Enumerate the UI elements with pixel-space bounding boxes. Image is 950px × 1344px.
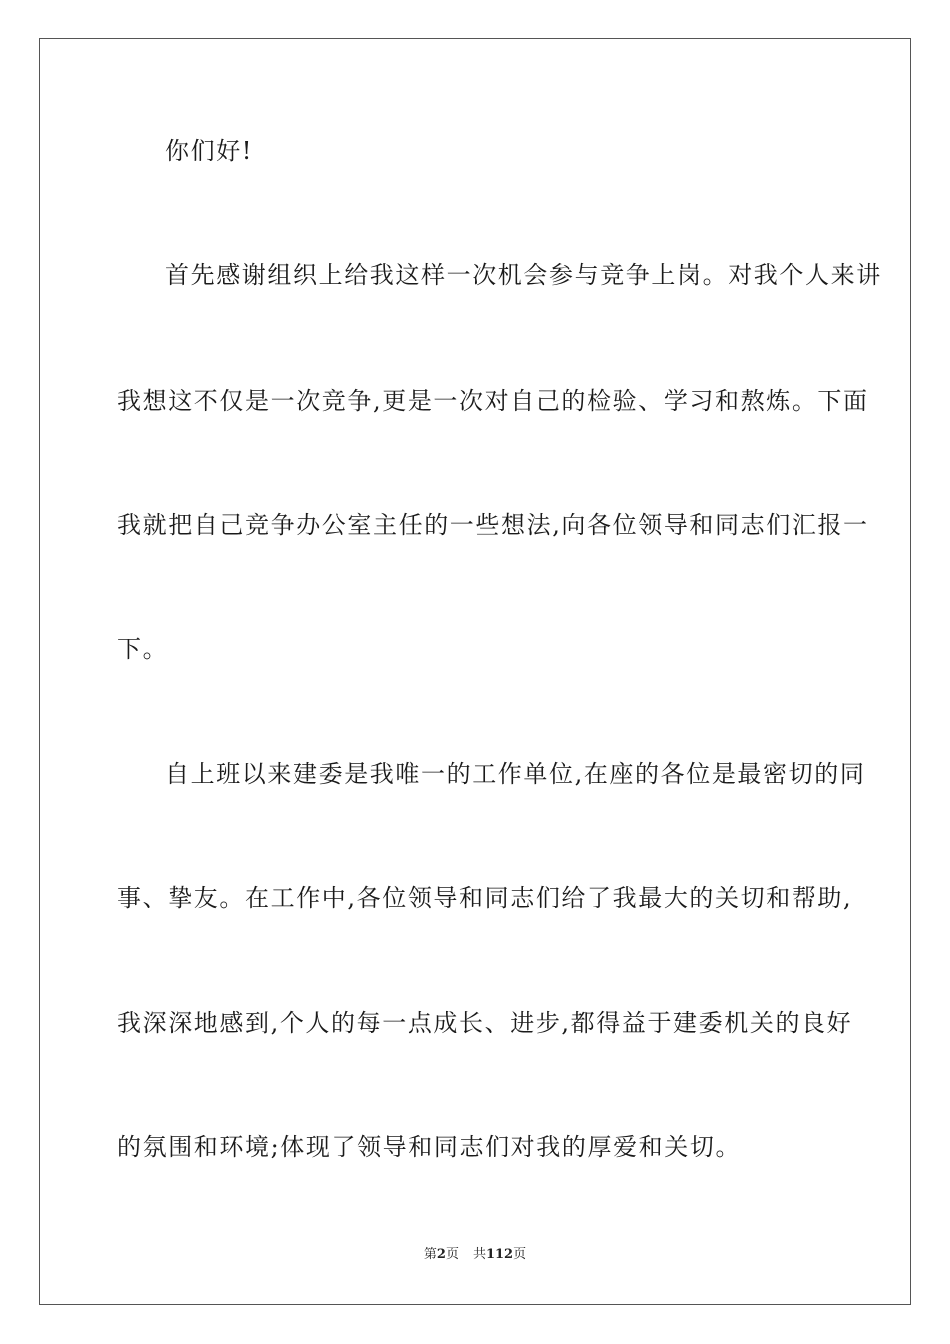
paragraph-line-5: 自上班以来建委是我唯一的工作单位,在座的各位是最密切的同 (165, 760, 866, 788)
paragraph-greeting: 你们好! (165, 137, 254, 165)
total-suffix: 页 (513, 1247, 527, 1262)
paragraph-line-3: 我就把自己竞争办公室主任的一些想法,向各位领导和同志们汇报一 (117, 511, 869, 539)
page-prefix: 第 (423, 1247, 437, 1262)
paragraph-line-2: 我想这不仅是一次竞争,更是一次对自己的检验、学习和熬炼。下面 (117, 387, 869, 415)
paragraph-line-6: 事、挚友。在工作中,各位领导和同志们给了我最大的关切和帮助, (117, 884, 853, 912)
page-suffix: 页 (445, 1247, 459, 1262)
paragraph-line-4: 下。 (117, 635, 169, 663)
paragraph-line-1: 首先感谢组织上给我这样一次机会参与竞争上岗。对我个人来讲 (165, 261, 882, 289)
page-number: 2 (436, 1247, 446, 1262)
page-border (39, 38, 911, 1305)
total-prefix: 共 (472, 1247, 486, 1262)
total-pages: 112 (485, 1247, 514, 1262)
paragraph-line-7: 我深深地感到,个人的每一点成长、进步,都得益于建委机关的良好 (117, 1009, 853, 1037)
paragraph-line-8: 的氛围和环境;体现了领导和同志们对我的厚爱和关切。 (117, 1133, 742, 1161)
page-footer (0, 1247, 950, 1263)
